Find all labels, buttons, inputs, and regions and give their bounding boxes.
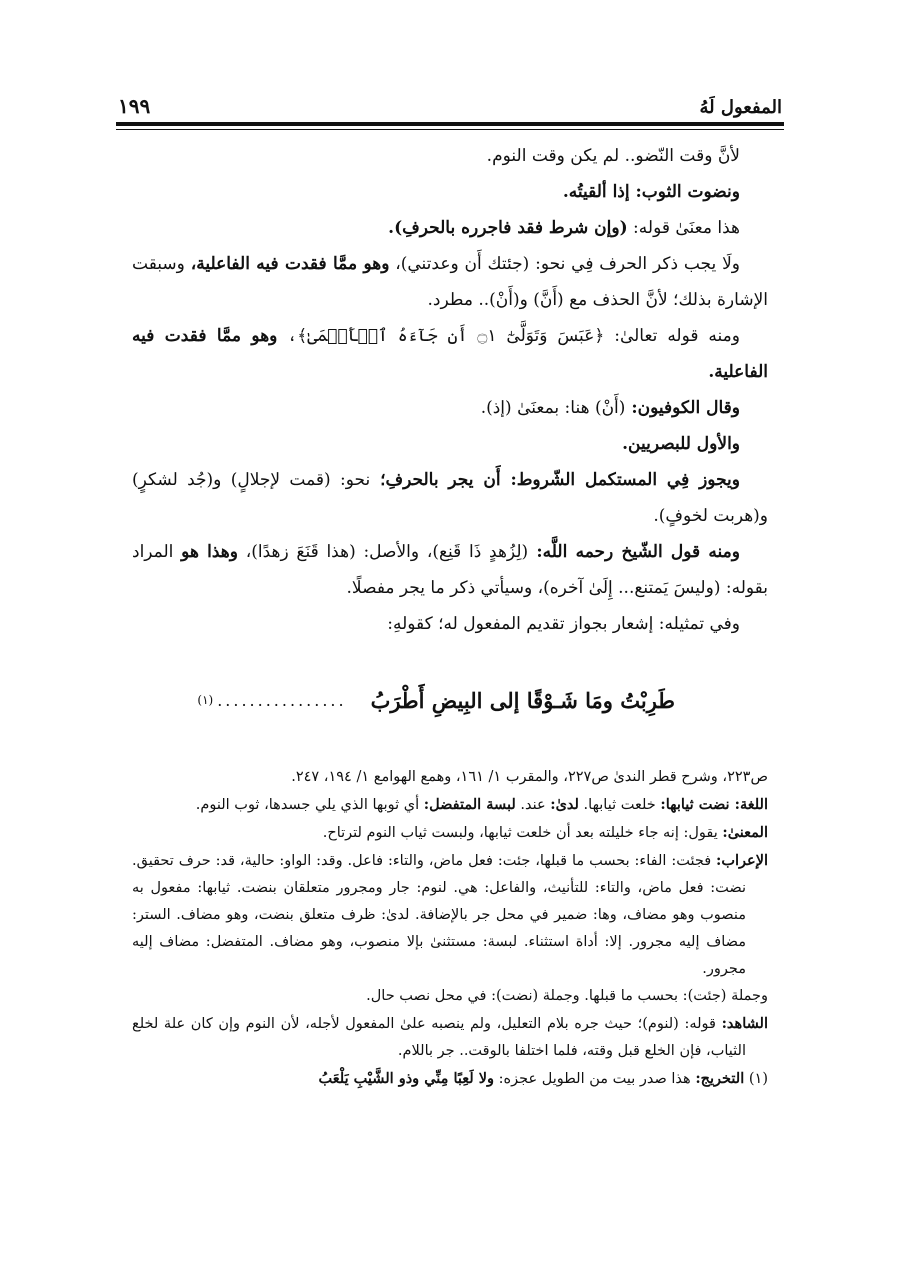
paragraph: وقال الكوفيون: (أَنْ) هنا: بمعنَىٰ (إذ).	[480, 398, 740, 418]
page-number: ١٩٩	[118, 94, 151, 118]
footnote-line: ص٢٢٣، وشرح قطر الندىٰ ص٢٢٧، والمقرب ١/ ١٦١، وهمع الهوامع ١/ ١٩٤، ٢٤٧.	[291, 769, 768, 785]
footnote-line: الإعراب: فجئت: الفاء: بحسب ما قبلها، جئت: فعل ماض، والتاء: فاعل. وقد: الواو: حالية، قد: حرف تحقيق. نضت: فعل ماض، والتاء: للتأنيث، والفاعل: هي. لنوم: جار ومجرور متعلقان بنضت. ثيابها: مفعول به منصوب وهو مضاف، وها: ضمير في محل جر بالإضافة. لدىٰ: ظرف متعلق بنضت، وهو مضاف. الستر: مضاف إليه مجرور. إلا: أداة استثناء. لبسة: مستثنىٰ بإلا منصوب، وهو مضاف. المتفضل: مضاف إليه مجرور.	[132, 852, 768, 977]
main-text	[132, 138, 768, 642]
paragraph: ومنه قوله تعالىٰ: ﴿عَبَسَ وَتَوَلَّىٰٓ ۝١ أَن جَآءَهُ ٱلۡأَعۡمَىٰ﴾، وهو ممَّا فقدت فيه الفاعلية.	[132, 326, 768, 382]
running-header	[118, 84, 782, 118]
paragraph: وفي تمثيله: إشعار بجواز تقديم المفعول له؛ كقولهِ:	[387, 614, 740, 634]
paragraph: ويجوز فِي المستكمل الشّروط: أَن يجر بالحرفِ؛ نحو: (قمت لإجلالٍ) و(جُد لشكرٍ) و(هربت لخوفٍ).	[132, 470, 768, 526]
paragraph: ومنه قول الشّيخ رحمه اللَّه: (لِزُهدٍ ذَا قَنِع)، والأصل: (هذا قَنَعَ زهدًا)، وهذا هو المراد بقوله: (وليسَ يَمتنع... إِلَىٰ آخره)، وسيأتي ذكر ما يجر مفصلًا.	[132, 542, 768, 598]
paragraph: والأول للبصريين.	[622, 434, 740, 454]
header-rule-thin	[116, 129, 784, 130]
footnotes	[132, 764, 768, 1093]
paragraph: ونضوت الثوب: إذا ألقيتُه.	[562, 182, 740, 202]
footnote-line: وجملة (جئت): بحسب ما قبلها. وجملة (نضت): في محل نصب حال.	[366, 988, 768, 1004]
footnote-ref: (١)	[197, 693, 214, 707]
paragraph: لأنَّ وقت النّضو.. لم يكن وقت النوم.	[486, 146, 740, 166]
footnote-line: المعنىٰ: يقول: إنه جاء خليلته بعد أن خلعت ثيابها، ولبست ثياب النوم لترتاح.	[322, 824, 768, 841]
chapter-title: المفعول لَهُ	[699, 97, 782, 118]
footnote-line: الشاهد: قوله: (لنوم)؛ حيث جره بلام التعليل، ولم ينصبه علىٰ المفعول لأجله، لأن النوم وإن كان علة لخلع الثياب، فإن الخلع قبل وقته، فلما اختلفا بالوقت.. جر باللام.	[132, 1015, 768, 1059]
paragraph: ولَا يجب ذكر الحرف فِي نحو: (جئتك أَن وعدتني)، وهو ممَّا فقدت فيه الفاعلية، وسبقت الإشارة بذلك؛ لأنَّ الحذف مع (أَنَّ) و(أَنْ).. مطرد.	[132, 254, 768, 310]
verse-dots: ................	[217, 690, 347, 710]
poetry-verse	[165, 680, 675, 720]
footnote-line: (١) التخريج: هذا صدر بيت من الطويل عجزه: ولا لَعِبًا مِنِّي وذو الشَّيْبِ يَلْعَبُ	[318, 1070, 768, 1087]
footnote-line: اللغة: نضت ثيابها: خلعت ثيابها. لدىٰ: عند. لبسة المتفضل: أي ثوبها الذي يلي جسدها، ثوب النوم.	[195, 796, 768, 813]
paragraph: هذا معنَىٰ قوله: (وإن شرط فقد فاجرره بالحرفِ).	[388, 218, 740, 238]
verse-text: طَرِبْتُ ومَا شَـوْقًا إلى البِيضِ أَطْرَبُ	[370, 687, 675, 713]
header-rule-thick	[116, 122, 784, 126]
